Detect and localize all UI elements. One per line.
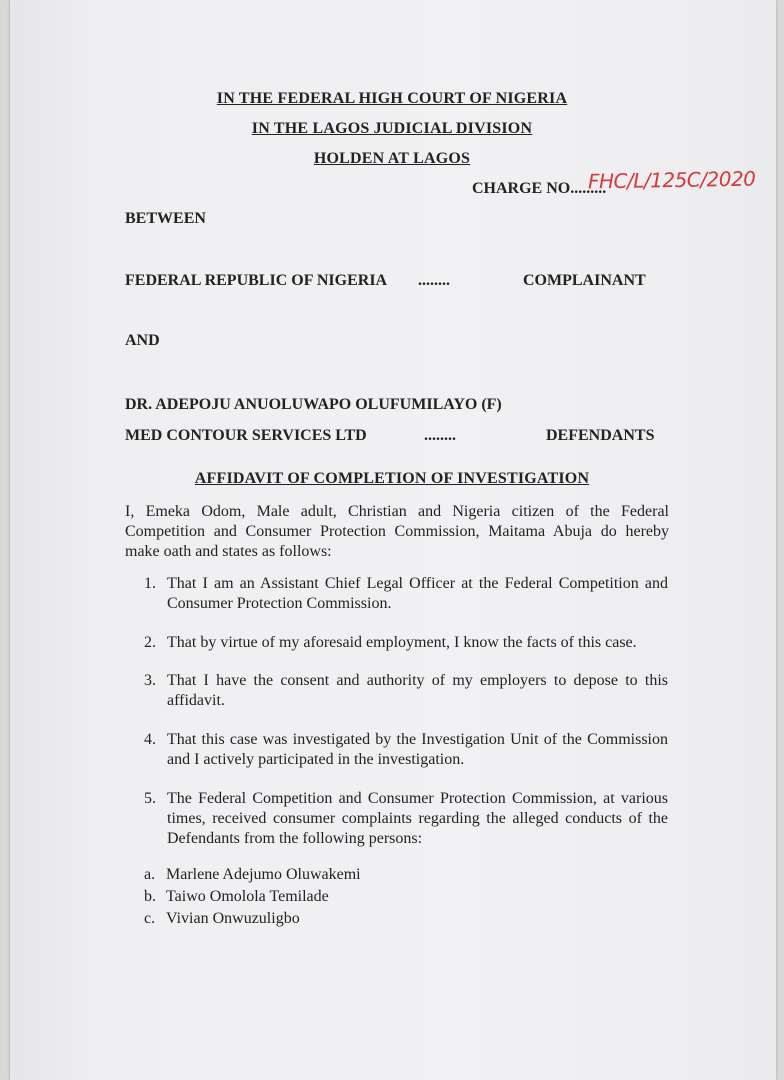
item-number: 2. [144,634,156,651]
item-number: 5. [144,790,156,807]
and-label: AND [125,332,160,349]
item-number: 1. [144,575,156,592]
item-text: The Federal Competition and Consumer Protection Commission, at various times, received consumer complaints regarding the alleged conducts of the Defendants from the following persons: [167,790,668,847]
complainant-name: FEDERAL REPUBLIC OF NIGERIA [125,272,388,289]
item-text: That by virtue of my aforesaid employment, I know the facts of this case. [167,634,637,651]
item-number: 4. [144,731,156,748]
list-item [140,633,668,653]
defendant-1-name: DR. ADEPOJU ANUOLUWAPO OLUFUMILAYO (F) [125,396,502,413]
court-heading: IN THE FEDERAL HIGH COURT OF NIGERIA [216,90,568,107]
person-letter: c. [144,910,156,927]
affidavit-intro: I, Emeka Odom, Male adult, Christian and Nigeria citizen of the Federal Competition and Consumer Protection Commission, Maitama Abuja do hereby make oath and states as follows: [125,503,669,560]
person-list-item [144,866,361,884]
person-letter: b. [144,888,156,905]
person-name: Vivian Onwuzuligbo [166,910,300,927]
defendant-2-name: MED CONTOUR SERVICES LTD [125,427,367,444]
list-item [140,574,668,614]
list-item [140,671,668,711]
affidavit-title: AFFIDAVIT OF COMPLETION OF INVESTIGATION [194,470,590,487]
person-name: Taiwo Omolola Temilade [166,888,329,905]
person-list-item [144,910,300,928]
person-letter: a. [144,866,156,883]
person-list-item [144,888,329,906]
list-item [140,730,668,770]
item-text: That I have the consent and authority of my employers to depose to this affidavit. [167,672,668,709]
holden-heading: HOLDEN AT LAGOS [313,150,471,167]
charge-number-label: CHARGE NO......... [472,180,607,197]
list-item [140,789,668,849]
item-text: That this case was investigated by the Investigation Unit of the Commission and I actively participated in the investigation. [167,731,668,768]
defendant-dots: ........ [424,427,456,444]
complainant-dots: ........ [418,272,450,289]
handwritten-charge-number: FHC/L/125C/2020 [587,166,756,194]
defendant-role: DEFENDANTS [546,427,655,444]
between-label: BETWEEN [125,210,206,227]
person-name: Marlene Adejumo Oluwakemi [166,866,361,883]
complainant-role: COMPLAINANT [523,272,646,289]
item-number: 3. [144,672,156,689]
item-text: That I am an Assistant Chief Legal Officer at the Federal Competition and Consumer Protection Commission. [167,575,668,612]
division-heading: IN THE LAGOS JUDICIAL DIVISION [251,120,533,137]
